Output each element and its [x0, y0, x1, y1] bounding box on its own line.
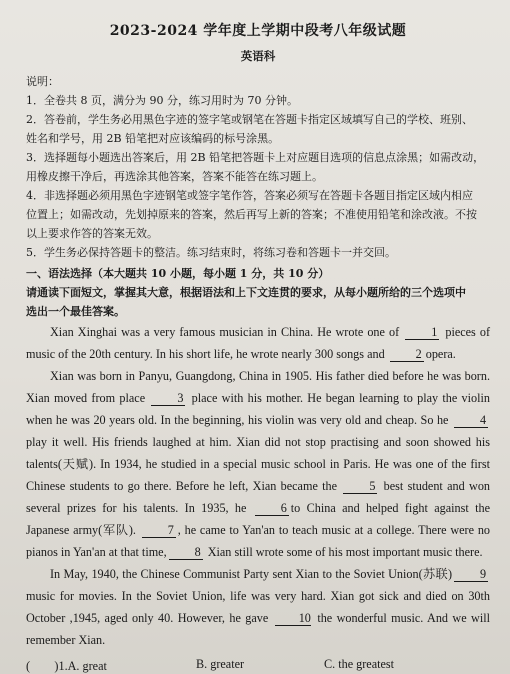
blank-10: 10 — [275, 612, 311, 626]
option-b: B. greater — [196, 657, 245, 671]
subject-heading: 英语科 — [240, 49, 276, 63]
blank-6: 6 — [255, 502, 289, 516]
option-a: ( )1.A. great — [26, 659, 107, 673]
note-line: 2．答卷前，学生务必用黑色字迹的签字笔或钢笔在答题卡指定区域填写自己的学校、班别、 — [26, 113, 473, 126]
blank-7: 7 — [142, 524, 176, 538]
blank-2: 2 — [390, 348, 424, 362]
note-line: 5．学生务必保持答题卡的整洁。练习结束时，将练习卷和答题卡一并交回。 — [26, 246, 396, 259]
blank-3: 3 — [151, 392, 185, 406]
blank-8: 8 — [169, 546, 203, 560]
section-title: 一、语法选择（本大题共 10 小题，每小题 1 分，共 10 分） — [26, 267, 330, 280]
blank-9: 9 — [454, 568, 488, 582]
question-1-options — [26, 657, 490, 674]
passage-paragraph: In May, 1940, the Chinese Communist Party sent Xian to the Soviet Union(苏联) 9 music for movies. In the Soviet Union, life was very hard. Xian got sick and died on 30th October ,1945, aged only 40. However, he gave 10 the wonderful music. And we will remember Xian. — [26, 567, 491, 647]
section-instruction: 请通读下面短文，掌握其大意，根据语法和上下文连贯的要求，从每小题所给的三个选项中 — [26, 286, 466, 299]
note-line: 4．非选择题必须用黑色字迹钢笔或签字笔作答，答案必须写在答题卡各题目指定区域内相应 — [26, 189, 473, 202]
note-line: 3．选择题每小题选出答案后，用 2B 铅笔把答题卡上对应题目选项的信息点涂黑；如需改动， — [26, 151, 485, 164]
blank-4: 4 — [454, 414, 488, 428]
note-line: 用橡皮擦干净后，再选涂其他答案，答案不能答在练习题上。 — [26, 170, 323, 183]
note-line: 以上要求作答的答案无效。 — [26, 227, 158, 240]
exam-title: 2023-2024 学年度上学期中段考八年级试题 — [109, 23, 407, 39]
passage-paragraph: Xian Xinghai was a very famous musician in China. He wrote one of 1 pieces of music of the 20th century. In his short life, he wrote nearly 300 songs and 2 opera. — [26, 325, 491, 361]
section-instruction: 选出一个最佳答案。 — [26, 305, 125, 318]
blank-5: 5 — [343, 480, 377, 494]
note-line: 姓名和学号，用 2B 铅笔把对应该编码的标号涂黑。 — [26, 132, 280, 145]
passage-paragraph: Xian was born in Panyu, Guangdong, China in 1905. His father died before he was born. Xian moved from place 3 place with his mother. He began learning to play the violin when he was 20 years old. In the beginning, his violin was very old and cheap. So he 4 play it well. His friends laughed at him. Xian did not stop practising and soon showed his talents(天赋). In 1934, he studied in a special music school in Paris. He was one of the first Chinese students to go there. Before he left, Xian became the 5 best student and won several prizes for his talents. In 1935, he 6 to China and helped fight against the Japanese army(军队). 7 , he came to Yan'an to teach music at a college. There were no pianos in Yan'an at that time, 8 Xian still wrote some of his most important music there. — [26, 369, 491, 559]
blank-1: 1 — [405, 326, 439, 340]
note-line: 1．全卷共 8 页，满分为 90 分，练习用时为 70 分钟。 — [26, 94, 298, 107]
option-c: C. the greatest — [324, 657, 395, 671]
notes-label: 说明： — [26, 75, 59, 88]
note-line: 位置上；如需改动，先划掉原来的答案，然后再写上新的答案；不准使用铅笔和涂改液。不按 — [26, 208, 477, 221]
